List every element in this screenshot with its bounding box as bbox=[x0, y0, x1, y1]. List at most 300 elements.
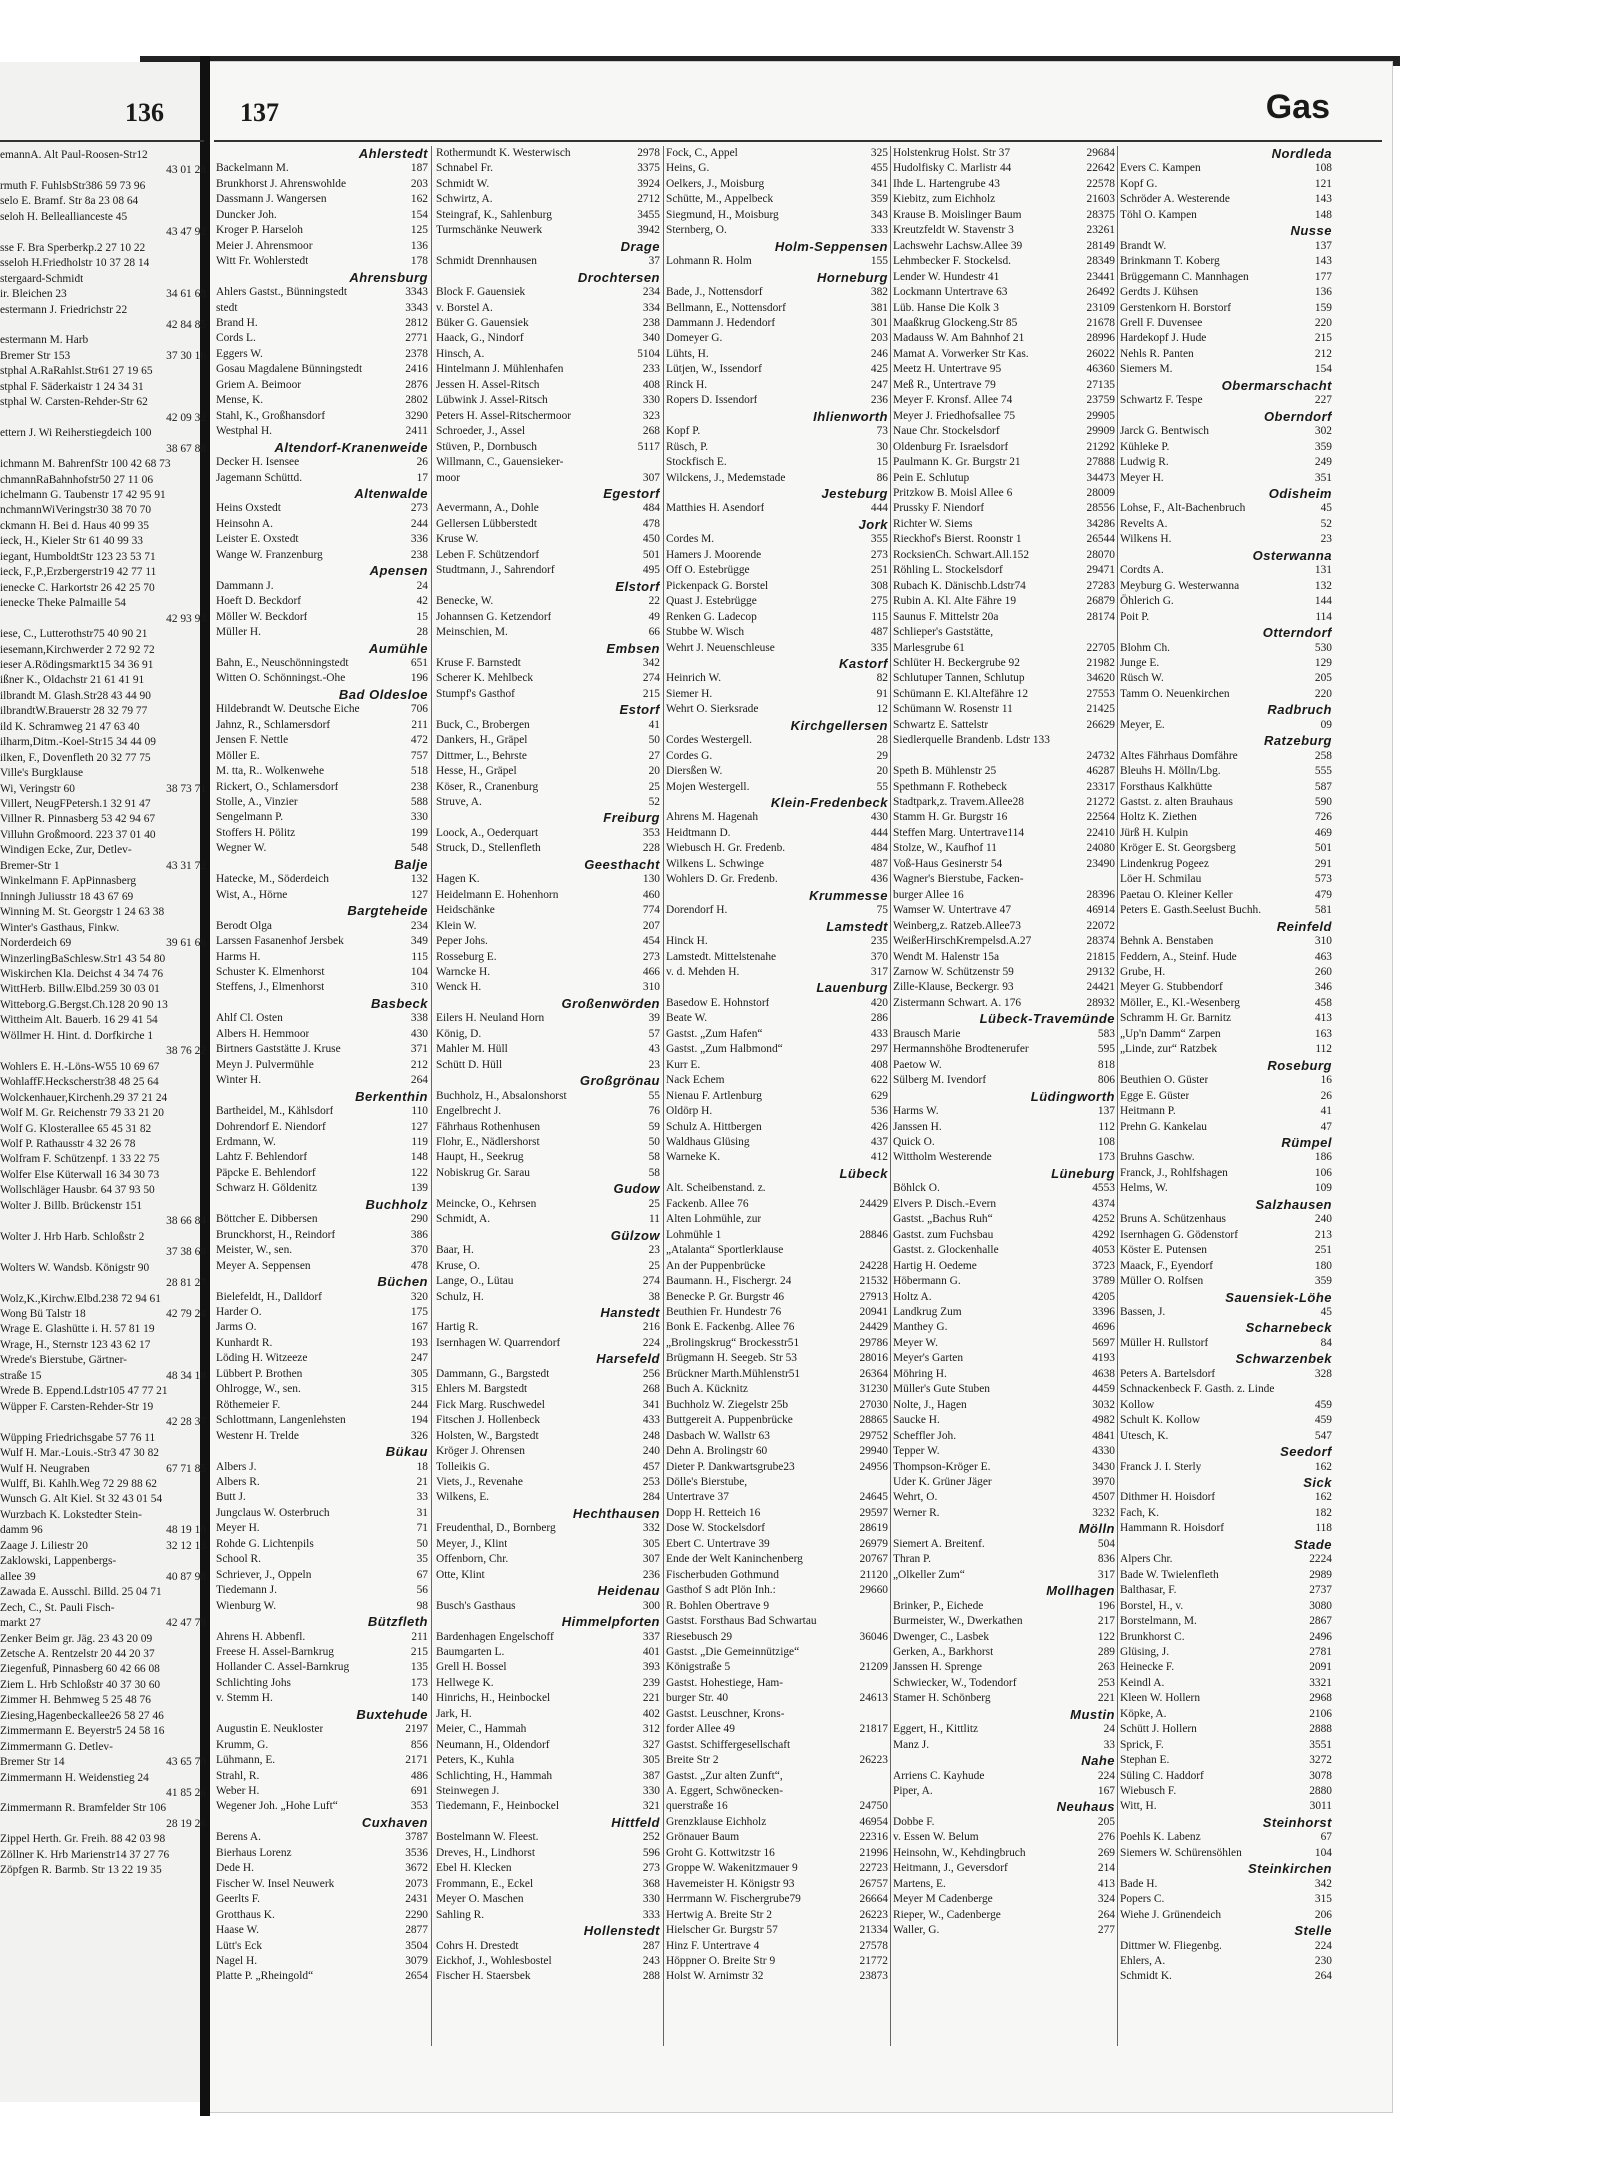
entry-phone-number: 583 bbox=[1097, 1027, 1115, 1040]
town-heading: Kirchgellersen bbox=[790, 717, 888, 733]
entry-name: Behnk A. Benstaben bbox=[1120, 935, 1214, 948]
directory-entry bbox=[0, 812, 206, 827]
directory-entry bbox=[436, 409, 660, 424]
entry-phone-number: 82 bbox=[876, 672, 888, 685]
entry-phone-number: 21982 bbox=[1086, 656, 1115, 669]
entry-name: Bremer Str 153 bbox=[0, 349, 71, 362]
entry-name: Gosau Magdalene Bünningstedt bbox=[216, 363, 363, 376]
directory-entry bbox=[0, 612, 206, 627]
entry-phone-number: 27283 bbox=[1086, 579, 1115, 592]
directory-entry bbox=[1120, 1630, 1332, 1645]
entry-phone-number: 328 bbox=[1314, 1367, 1332, 1380]
entry-phone-number: 455 bbox=[870, 162, 888, 175]
directory-entry bbox=[216, 795, 428, 810]
entry-phone-number: 595 bbox=[1097, 1043, 1115, 1056]
entry-name: Harms H. bbox=[216, 950, 261, 963]
entry-phone-number bbox=[202, 658, 206, 673]
directory-entry bbox=[0, 364, 206, 379]
entry-phone-number: 518 bbox=[410, 765, 428, 778]
directory-entry bbox=[1120, 393, 1332, 408]
directory-entry bbox=[0, 782, 206, 797]
entry-name: Bahn, E., Neuschönningstedt bbox=[216, 656, 349, 669]
entry-phone-number: 34286 bbox=[1086, 517, 1115, 530]
town-heading: Gülzow bbox=[610, 1227, 660, 1243]
directory-entry bbox=[666, 1722, 888, 1737]
entry-name: Siemers W. Schürensöhlen bbox=[1120, 1846, 1242, 1859]
directory-entry bbox=[0, 797, 206, 812]
entry-phone-number bbox=[202, 1724, 206, 1739]
entry-phone-number bbox=[1111, 733, 1115, 748]
entry-phone-number: 469 bbox=[1314, 826, 1332, 839]
entry-phone-number bbox=[202, 272, 206, 287]
directory-entry bbox=[666, 671, 888, 686]
directory-entry bbox=[893, 1490, 1115, 1505]
directory-entry bbox=[893, 208, 1115, 223]
directory-entry bbox=[1120, 1799, 1332, 1814]
entry-name: Matthies H. Asendorf bbox=[666, 502, 765, 515]
directory-entry bbox=[0, 1539, 206, 1554]
directory-entry bbox=[0, 967, 206, 982]
entry-name: Fischer H. Staersbek bbox=[436, 1970, 531, 1983]
entry-name: Meyer W. bbox=[893, 1336, 938, 1349]
entry-phone-number: 23261 bbox=[1086, 224, 1115, 237]
entry-name: Piper, A. bbox=[893, 1785, 933, 1798]
entry-phone-number: 268 bbox=[642, 425, 660, 438]
directory-entry bbox=[1120, 687, 1332, 702]
entry-phone-number: 2712 bbox=[637, 193, 660, 206]
directory-entry bbox=[436, 826, 660, 841]
entry-phone-number: 2867 bbox=[1309, 1615, 1332, 1628]
entry-phone-number bbox=[202, 1492, 206, 1507]
directory-entry bbox=[893, 1877, 1115, 1892]
entry-phone-number: 334 bbox=[642, 301, 660, 314]
directory-entry bbox=[1120, 1583, 1332, 1598]
directory-entry bbox=[0, 1168, 206, 1183]
entry-phone-number: 206 bbox=[1314, 1908, 1332, 1921]
entry-phone-number: 42 79 24 bbox=[166, 1307, 206, 1320]
directory-entry bbox=[666, 1939, 888, 1954]
entry-phone-number: 289 bbox=[1097, 1645, 1115, 1658]
entry-name: Mense, K. bbox=[216, 394, 264, 407]
entry-phone-number: 26757 bbox=[859, 1877, 888, 1890]
entry-phone-number: 09 bbox=[1320, 718, 1332, 731]
entry-phone-number bbox=[202, 596, 206, 611]
directory-entry bbox=[1120, 1042, 1332, 1057]
directory-entry bbox=[893, 1908, 1115, 1923]
directory-entry bbox=[666, 1367, 888, 1382]
directory-entry bbox=[666, 1537, 888, 1552]
entry-name: Meyer G. Stubbendorf bbox=[1120, 981, 1223, 994]
entry-phone-number: 104 bbox=[410, 966, 428, 979]
entry-phone-number: 238 bbox=[642, 316, 660, 329]
entry-name: Ebel H. Klecken bbox=[436, 1862, 512, 1875]
entry-name: Gellersen Lübberstedt bbox=[436, 517, 537, 530]
entry-phone-number: 143 bbox=[1314, 255, 1332, 268]
entry-phone-number: 315 bbox=[410, 1383, 428, 1396]
directory-entry bbox=[666, 146, 888, 161]
entry-phone-number: 386 bbox=[410, 1228, 428, 1241]
entry-phone-number: 58 bbox=[648, 1166, 660, 1179]
entry-phone-number: 48 19 10 bbox=[166, 1524, 206, 1537]
entry-phone-number: 3787 bbox=[405, 1831, 428, 1844]
entry-phone-number: 691 bbox=[410, 1785, 428, 1798]
directory-entry bbox=[666, 1120, 888, 1135]
entry-name: Willmann, C., Gauensieker- bbox=[436, 456, 564, 469]
entry-phone-number bbox=[202, 473, 206, 488]
entry-phone-number: 43 65 70 bbox=[166, 1756, 206, 1769]
entry-phone-number: 42 84 85 bbox=[166, 318, 206, 331]
directory-entry bbox=[1120, 1490, 1332, 1505]
entry-name: ilken, F., Dovenfleth 20 32 77 75 bbox=[0, 751, 151, 764]
entry-name: Fackenb. Allee 76 bbox=[666, 1197, 749, 1210]
town-heading: Mollhagen bbox=[1046, 1583, 1115, 1599]
entry-name: Möller E. bbox=[216, 749, 260, 762]
directory-entry bbox=[666, 208, 888, 223]
directory-entry bbox=[216, 1645, 428, 1660]
directory-entry bbox=[1120, 1336, 1332, 1351]
entry-name: Landkrug Zum bbox=[893, 1305, 962, 1318]
directory-entry bbox=[436, 362, 660, 377]
directory-entry bbox=[666, 934, 888, 949]
entry-phone-number: 4553 bbox=[1092, 1182, 1115, 1195]
directory-entry bbox=[666, 1923, 888, 1938]
entry-phone-number: 290 bbox=[410, 1213, 428, 1226]
entry-phone-number: 22564 bbox=[1086, 811, 1115, 824]
entry-name: Rosseburg E. bbox=[436, 950, 497, 963]
directory-entry bbox=[0, 843, 206, 858]
entry-phone-number: 629 bbox=[870, 1089, 888, 1102]
entry-name: Dithmer H. Hoisdorf bbox=[1120, 1491, 1216, 1504]
directory-entry bbox=[666, 1908, 888, 1923]
entry-name: Böhlck O. bbox=[893, 1182, 940, 1195]
entry-name: Schlichting, H., Hammah bbox=[436, 1769, 553, 1782]
entry-phone-number: 622 bbox=[870, 1074, 888, 1087]
directory-entry bbox=[1120, 841, 1332, 856]
directory-entry bbox=[216, 1799, 428, 1814]
entry-phone-number: 23490 bbox=[1086, 857, 1115, 870]
entry-name: Siemert A. Breitenf. bbox=[893, 1537, 985, 1550]
entry-phone-number: 162 bbox=[1314, 1460, 1332, 1473]
directory-entry bbox=[893, 393, 1115, 408]
entry-phone-number bbox=[884, 1599, 888, 1614]
entry-phone-number: 495 bbox=[642, 564, 660, 577]
entry-name: Hammann R. Hoisdorf bbox=[1120, 1522, 1225, 1535]
entry-phone-number: 20767 bbox=[859, 1553, 888, 1566]
entry-phone-number: 17 bbox=[416, 471, 428, 484]
entry-name: Dohrendorf E. Niendorf bbox=[216, 1120, 326, 1133]
directory-entry bbox=[436, 1552, 660, 1567]
directory-entry bbox=[0, 1322, 206, 1337]
directory-entry bbox=[216, 362, 428, 377]
directory-entry bbox=[666, 641, 888, 656]
entry-phone-number: 300 bbox=[642, 1599, 660, 1612]
directory-entry bbox=[0, 1632, 206, 1647]
directory-entry bbox=[1120, 872, 1332, 887]
directory-entry bbox=[0, 1431, 206, 1446]
entry-name: nchmannWiVeringstr30 38 70 70 bbox=[0, 504, 152, 517]
entry-name: Gastst. „Zur alten Zunft“, bbox=[666, 1769, 783, 1782]
entry-name: Wilkens H. bbox=[1120, 533, 1172, 546]
entry-phone-number: 430 bbox=[870, 811, 888, 824]
entry-name: Lamstedt. Mittelstenahe bbox=[666, 950, 777, 963]
entry-phone-number bbox=[884, 1676, 888, 1691]
directory-entry bbox=[216, 749, 428, 764]
entry-phone-number bbox=[202, 720, 206, 735]
town-heading: Schwarzenbek bbox=[1235, 1351, 1332, 1367]
entry-phone-number: 34620 bbox=[1086, 672, 1115, 685]
town-heading: Berkenthin bbox=[355, 1088, 428, 1104]
town-heading: Reinfeld bbox=[1276, 918, 1332, 934]
entry-name: Fitschen J. Hollenbeck bbox=[436, 1414, 541, 1427]
entry-phone-number: 457 bbox=[642, 1460, 660, 1473]
directory-entry bbox=[666, 996, 888, 1011]
entry-phone-number: 3321 bbox=[1309, 1676, 1332, 1689]
directory-entry bbox=[0, 1801, 206, 1816]
entry-name: Wulf H. Mar.-Louis.-Str3 47 30 82 bbox=[0, 1447, 159, 1460]
entry-name: markt 27 bbox=[0, 1617, 41, 1630]
entry-phone-number: 269 bbox=[1097, 1846, 1115, 1859]
entry-phone-number: 27578 bbox=[859, 1939, 888, 1952]
entry-name: Schnabel Fr. bbox=[436, 162, 493, 175]
entry-phone-number: 426 bbox=[870, 1120, 888, 1133]
entry-phone-number: 323 bbox=[642, 409, 660, 422]
directory-entry bbox=[893, 903, 1115, 918]
entry-name: Cordes Westergell. bbox=[666, 734, 752, 747]
entry-name: „Linde, zur“ Ratzbek bbox=[1120, 1043, 1218, 1056]
entry-name: Nagel H. bbox=[216, 1955, 258, 1968]
town-heading: Bad Oldesloe bbox=[338, 686, 428, 702]
directory-entry bbox=[1120, 718, 1332, 733]
directory-entry bbox=[216, 625, 428, 640]
entry-name: Block F. Gauensiek bbox=[436, 286, 526, 299]
entry-phone-number: 136 bbox=[410, 239, 428, 252]
entry-phone-number: 29684 bbox=[1086, 147, 1115, 159]
directory-entry bbox=[1120, 208, 1332, 223]
directory-entry bbox=[0, 395, 206, 410]
directory-entry bbox=[893, 1150, 1115, 1165]
entry-phone-number: 162 bbox=[410, 193, 428, 206]
entry-name: Höppner O. Breite Str 9 bbox=[666, 1955, 776, 1968]
entry-name: Riesebusch 29 bbox=[666, 1630, 733, 1643]
directory-entry bbox=[666, 1846, 888, 1861]
entry-name: Ehlers M. Bargstedt bbox=[436, 1383, 528, 1396]
entry-name: Bade W. Twielenfleth bbox=[1120, 1568, 1219, 1581]
entry-phone-number: 2290 bbox=[405, 1908, 428, 1921]
directory-entry bbox=[1120, 440, 1332, 455]
directory-entry bbox=[666, 810, 888, 825]
entry-name: Engelbrecht J. bbox=[436, 1105, 502, 1118]
directory-entry bbox=[436, 1243, 660, 1258]
entry-name: Wange W. Franzenburg bbox=[216, 548, 323, 561]
directory-entry bbox=[216, 1259, 428, 1274]
entry-phone-number: 21120 bbox=[859, 1568, 888, 1581]
entry-name: Jensen F. Nettle bbox=[216, 734, 289, 747]
entry-phone-number: 341 bbox=[870, 177, 888, 190]
entry-phone-number bbox=[202, 1029, 206, 1044]
directory-entry bbox=[216, 1413, 428, 1428]
entry-name: Kruse W. bbox=[436, 533, 479, 546]
directory-entry bbox=[0, 1477, 206, 1492]
page-number-right: 137 bbox=[240, 98, 279, 127]
entry-name: Gastst. Forsthaus Bad Schwartau bbox=[666, 1615, 817, 1628]
entry-phone-number bbox=[202, 1152, 206, 1167]
entry-name: Ahrens H. Abbenfl. bbox=[216, 1630, 306, 1643]
directory-entry bbox=[666, 1444, 888, 1459]
entry-phone-number: 387 bbox=[642, 1769, 660, 1782]
entry-name: Schwirtz, A. bbox=[436, 193, 493, 206]
entry-phone-number bbox=[202, 1261, 206, 1276]
entry-phone-number: 109 bbox=[1314, 1182, 1332, 1195]
entry-phone-number: 3536 bbox=[405, 1846, 428, 1859]
directory-entry bbox=[436, 1908, 660, 1923]
directory-entry bbox=[893, 1506, 1115, 1521]
entry-phone-number: 472 bbox=[410, 734, 428, 747]
directory-entry bbox=[216, 1243, 428, 1258]
entry-phone-number: 39 61 66 bbox=[166, 937, 206, 950]
entry-name: Hermannshöhe Brodtenerufer bbox=[893, 1043, 1029, 1056]
entry-phone-number: 24 bbox=[1103, 1723, 1115, 1736]
entry-name: Gerstenkorn H. Borstorf bbox=[1120, 301, 1232, 314]
directory-entry bbox=[666, 440, 888, 455]
entry-phone-number: 23109 bbox=[1086, 301, 1115, 314]
directory-entry bbox=[893, 532, 1115, 547]
directory-entry bbox=[436, 316, 660, 331]
entry-name: Wegener Joh. „Hohe Luft“ bbox=[216, 1800, 338, 1813]
entry-name: Wamser W. Untertrave 47 bbox=[893, 904, 1012, 917]
entry-name: Eggers W. bbox=[216, 347, 263, 360]
directory-entry bbox=[436, 1336, 660, 1351]
entry-name: Beate W. bbox=[666, 1012, 708, 1025]
entry-name: Revelts A. bbox=[1120, 517, 1168, 530]
entry-phone-number bbox=[202, 179, 206, 194]
town-heading: Holm-Seppensen bbox=[774, 238, 888, 254]
directory-entry bbox=[893, 1228, 1115, 1243]
entry-name: Leben F. Schützendorf bbox=[436, 548, 540, 561]
entry-phone-number: 50 bbox=[416, 1537, 428, 1550]
entry-phone-number: 2876 bbox=[405, 378, 428, 391]
entry-phone-number: 28846 bbox=[859, 1228, 888, 1241]
entry-phone-number: 25 bbox=[648, 1197, 660, 1210]
entry-phone-number: 119 bbox=[411, 1136, 428, 1148]
entry-phone-number bbox=[202, 1431, 206, 1446]
entry-name: Meier, C., Hammah bbox=[436, 1723, 527, 1736]
entry-phone-number: 2978 bbox=[637, 147, 660, 159]
entry-name: damm 96 bbox=[0, 1524, 43, 1537]
entry-phone-number: 42 09 32 bbox=[166, 411, 206, 424]
entry-name: Grell H. Bossel bbox=[436, 1661, 507, 1674]
entry-phone-number: 4205 bbox=[1092, 1290, 1115, 1303]
directory-entry bbox=[216, 177, 428, 192]
directory-entry bbox=[436, 1707, 660, 1722]
entry-phone-number: 2224 bbox=[1309, 1553, 1332, 1566]
entry-phone-number bbox=[202, 1771, 206, 1786]
entry-name: Schlieper's Gaststätte, bbox=[893, 626, 994, 639]
directory-entry bbox=[893, 1660, 1115, 1675]
entry-phone-number: 216 bbox=[642, 1321, 660, 1334]
directory-entry bbox=[666, 1630, 888, 1645]
entry-phone-number bbox=[202, 1585, 206, 1600]
entry-name: Zenker Beim gr. Jäg. 23 43 20 09 bbox=[0, 1632, 153, 1645]
directory-entry bbox=[0, 333, 206, 348]
directory-entry bbox=[436, 1475, 660, 1490]
directory-entry bbox=[216, 1011, 428, 1026]
entry-name: Schnackenbeck F. Gasth. z. Linde bbox=[1120, 1383, 1275, 1396]
directory-entry bbox=[0, 1446, 206, 1461]
entry-phone-number: 2073 bbox=[405, 1877, 428, 1890]
directory-entry bbox=[1120, 254, 1332, 269]
directory-entry bbox=[666, 1815, 888, 1830]
entry-name: Grotthaus K. bbox=[216, 1908, 275, 1921]
entry-name: Schuster K. Elmenhorst bbox=[216, 966, 325, 979]
directory-entry bbox=[216, 1630, 428, 1645]
entry-name: Alt. Scheibenstand. z. bbox=[666, 1182, 766, 1195]
entry-phone-number: 24750 bbox=[859, 1800, 888, 1813]
entry-phone-number: 38 bbox=[648, 1290, 660, 1303]
directory-entry bbox=[893, 192, 1115, 207]
directory-entry bbox=[0, 689, 206, 704]
entry-phone-number: 3723 bbox=[1092, 1259, 1115, 1272]
directory-entry bbox=[0, 442, 206, 457]
entry-name: Meister, W., sen. bbox=[216, 1244, 293, 1257]
directory-entry bbox=[216, 1521, 428, 1536]
entry-name: Heidschänke bbox=[436, 904, 495, 917]
entry-name: Balthasar, F. bbox=[1120, 1584, 1177, 1597]
entry-name: Rieper, W., Cadenberge bbox=[893, 1908, 1001, 1921]
entry-phone-number: 43 bbox=[648, 1043, 660, 1056]
entry-phone-number: 315 bbox=[1314, 1893, 1332, 1906]
entry-name: Cordes M. bbox=[666, 533, 715, 546]
directory-entry bbox=[436, 733, 660, 748]
entry-phone-number: 27135 bbox=[1086, 378, 1115, 391]
entry-phone-number: 21603 bbox=[1086, 193, 1115, 206]
entry-name: Gasthof S adt Plön Inh.: bbox=[666, 1584, 776, 1597]
directory-entry bbox=[216, 780, 428, 795]
entry-phone-number bbox=[884, 1614, 888, 1629]
entry-name: Ziem L. Hrb Schloßstr 40 37 30 60 bbox=[0, 1678, 161, 1691]
entry-phone-number bbox=[202, 1801, 206, 1816]
entry-phone-number: 12 bbox=[876, 703, 888, 716]
entry-name: Zimmer H. Behmweg 5 25 48 76 bbox=[0, 1694, 151, 1707]
entry-phone-number: 484 bbox=[642, 502, 660, 515]
directory-entry bbox=[893, 656, 1115, 671]
directory-entry bbox=[893, 610, 1115, 625]
entry-name: Stoffers H. Pölitz bbox=[216, 826, 296, 839]
directory-entry bbox=[666, 1568, 888, 1583]
directory-entry bbox=[1120, 1104, 1332, 1119]
directory-entry bbox=[893, 1722, 1115, 1737]
town-heading: Neuhaus bbox=[1056, 1799, 1115, 1815]
entry-phone-number: 353 bbox=[642, 826, 660, 839]
directory-entry bbox=[0, 1060, 206, 1075]
entry-name: Schlottmann, Langenlehsten bbox=[216, 1414, 346, 1427]
entry-name: Zaage J. Liliestr 20 bbox=[0, 1539, 88, 1552]
entry-phone-number: 4252 bbox=[1092, 1213, 1115, 1226]
entry-phone-number: 2654 bbox=[405, 1970, 428, 1983]
entry-name: Schmidt K. bbox=[1120, 1970, 1172, 1983]
directory-entry bbox=[666, 1861, 888, 1876]
town-heading: Steinkirchen bbox=[1247, 1861, 1332, 1877]
entry-name: Weber H. bbox=[216, 1785, 260, 1798]
entry-phone-number: 436 bbox=[870, 873, 888, 886]
entry-name: Gastst. „Bachus Ruh“ bbox=[893, 1213, 993, 1226]
directory-entry bbox=[1120, 1413, 1332, 1428]
directory-entry bbox=[666, 702, 888, 717]
directory-entry bbox=[893, 671, 1115, 686]
directory-entry bbox=[216, 718, 428, 733]
entry-phone-number: 27913 bbox=[859, 1290, 888, 1303]
directory-entry bbox=[436, 254, 660, 269]
directory-entry bbox=[1120, 563, 1332, 578]
